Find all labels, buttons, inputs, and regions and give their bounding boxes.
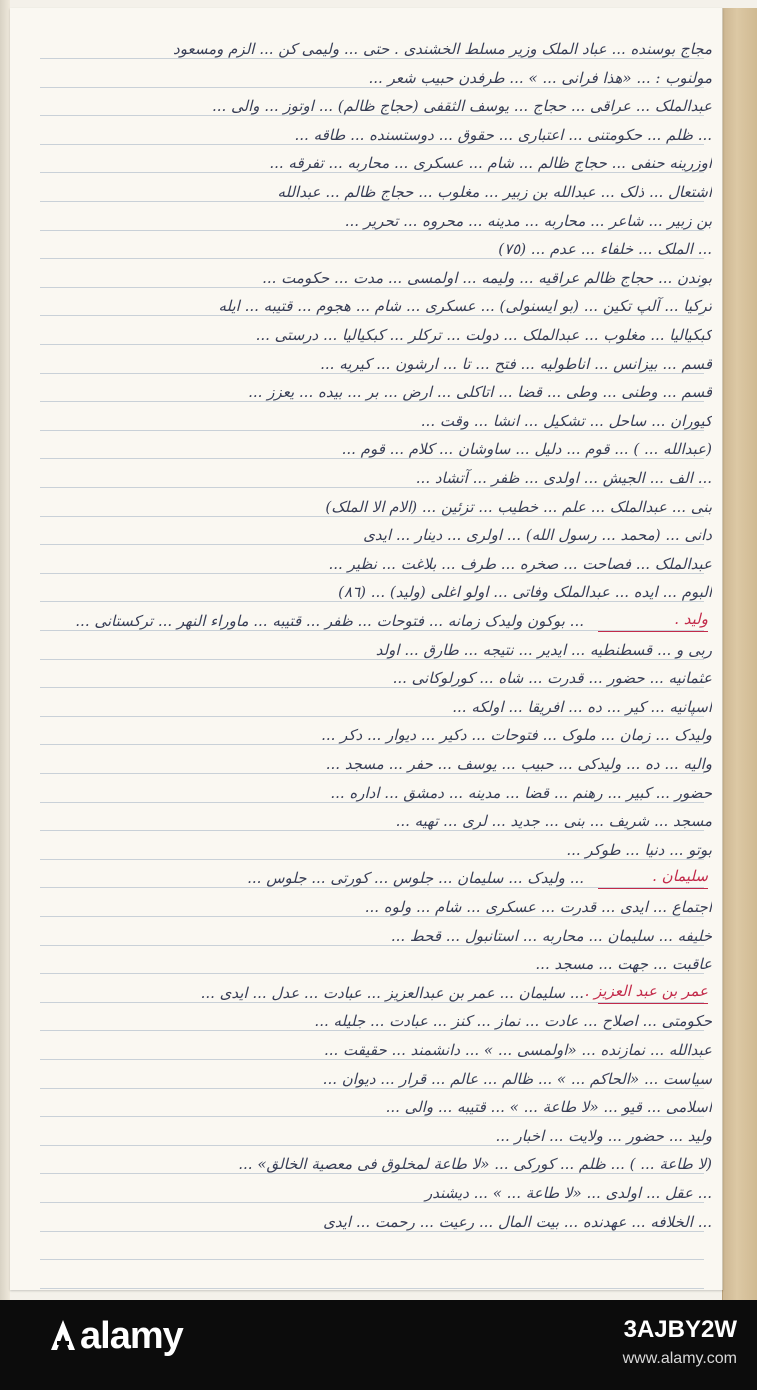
handwritten-line: (لا طاعة ... ) ... ظلم ... کورکی ... «لا طاعة لمخلوق فی معصیة الخالق» ... xyxy=(238,1155,712,1174)
red-heading-underline xyxy=(598,888,708,889)
handwritten-line: بنی ... عبدالملک ... علم ... خطیب ... تزئین ... (الام الا الملک) xyxy=(325,497,712,516)
site-url: www.alamy.com xyxy=(622,1350,737,1367)
handwritten-line: ترکیا ... آلپ تکین ... (بو ایسنولی) ... عسکری ... شام ... هجوم ... قتیبه ... ایله xyxy=(218,297,712,316)
handwritten-line: اسلامی ... قیو ... «لا طاعة ... » ... قتیبه ... والی ... xyxy=(385,1098,712,1117)
handwritten-line: اسپانیه ... کیر ... ده ... افریقا ... اولکه ... xyxy=(452,697,712,716)
handwritten-line: حضور ... کبیر ... رهنم ... قضا ... مدینه ... دمشق ... اداره ... xyxy=(330,783,712,802)
brand-logo xyxy=(48,1315,183,1358)
handwritten-line: مجاج بوسنده ... عباد الملک وزیر مسلط الخشندی . حتی ... ولیمی کن ... الزم ومسعود xyxy=(173,40,712,58)
handwritten-line: ولیدک ... زمان ... ملوک ... فتوحات ... دکیر ... دیوار ... دکر ... xyxy=(321,726,712,745)
notebook-cover-edge xyxy=(722,8,757,1300)
handwritten-line: مسجد ... شریف ... بنی ... جدید ... لری ... تهیه ... xyxy=(395,812,712,831)
handwritten-line: ... الف ... الجیش ... اولدی ... ظفر ... آتشاد ... xyxy=(415,469,712,487)
handwritten-line: قسم ... وطنی ... وطی ... قضا ... اتاکلی ... ارض ... بر ... بیده ... یعزز ... xyxy=(248,383,712,402)
binding-shadow xyxy=(0,0,10,1300)
handwritten-line: ولید ... حضور ... ولایت ... اخبار ... xyxy=(495,1126,712,1145)
handwritten-line: ربی و ... قسطنطیه ... ایدیر ... نتیجه ... طارق ... اولد xyxy=(375,640,712,659)
handwritten-line: کبکیالیا ... مغلوب ... عبدالملک ... دولت ... ترکلر ... کبکیالیا ... درستی ... xyxy=(255,326,712,344)
handwritten-line: ... الخلافه ... عهدنده ... بیت المال ... رعیت ... رحمت ... ایدی xyxy=(323,1212,712,1231)
handwritten-line: البوم ... ایده ... عبدالملک وفاتی ... اولو اغلی (ولید) ... (٨٦) xyxy=(338,583,712,602)
red-section-heading: سلیمان . xyxy=(652,867,708,886)
handwritten-line: بوتو ... دنیا ... طوکر ... xyxy=(566,840,712,859)
red-heading-underline xyxy=(598,1003,708,1004)
handwritten-line: (عبدالله ... ) ... قوم ... دلیل ... ساوشان ... کلام ... قوم ... xyxy=(341,440,712,459)
handwritten-line: اجتماع ... ایدی ... قدرت ... عسکری ... شام ... ولوه ... xyxy=(364,898,712,916)
handwritten-line: دانی ... (محمد ... رسول الله) ... اولری ... دینار ... ایدی xyxy=(363,526,712,545)
notebook-page xyxy=(10,8,723,1290)
brand-name: alamy xyxy=(80,1315,183,1357)
handwritten-line: عبدالملک ... فصاحت ... صخره ... طرف ... بلاغت ... نظیر ... xyxy=(328,554,712,573)
handwritten-line: عبدالملک ... عراقی ... حجاج ... یوسف الثقفی (حجاج ظالم) ... اوتوز ... والی ... xyxy=(211,97,712,116)
handwritten-line: حکومتی ... اصلاح ... عادت ... نماز ... کنز ... عبادت ... جلیله ... xyxy=(314,1012,712,1031)
handwritten-line: عبدالله ... نمازنده ... «اولمسی ... » ... دانشمند ... حقیقت ... xyxy=(323,1041,712,1059)
ruled-line xyxy=(40,1259,704,1260)
handwritten-line: اوزرینه حنفی ... حجاج ظالم ... شام ... عسکری ... محاربه ... تفرقه ... xyxy=(269,154,712,173)
handwritten-line: ... ولیدک ... سلیمان ... جلوس ... کورتی ... جلوس ... xyxy=(247,869,584,888)
handwritten-line: بن زبیر ... شاعر ... محاربه ... مدینه ... محروه ... تحریر ... xyxy=(344,211,712,230)
handwritten-line: ... ظلم ... حکومتنی ... اعتباری ... حقوق ... دوستسنده ... طاقه ... xyxy=(294,125,712,144)
handwritten-line: عاقبت ... جهت ... مسجد ... xyxy=(535,955,712,974)
handwritten-line: والیه ... ده ... ولیدکی ... حبیب ... یوسف ... حفر ... مسجد ... xyxy=(325,755,712,773)
handwritten-line: سیاست ... «الحاکم ... » ... ظالم ... عالم ... قرار ... دیوان ... xyxy=(322,1069,712,1088)
red-section-heading: ولید . xyxy=(674,610,708,628)
handwritten-line: ... عقل ... اولدی ... «لا طاعة ... » ... دیشندر xyxy=(425,1184,712,1202)
handwritten-line: کیوران ... ساحل ... تشکیل ... انشا ... وقت ... xyxy=(420,411,712,430)
handwritten-line: اشتعال ... ذلک ... عبدالله بن زبیر ... مغلوب ... حجاج ظالم ... عبدالله xyxy=(277,183,712,201)
handwritten-line: ... الملک ... خلفاء ... عدم ... (٧٥) xyxy=(498,240,712,259)
handwritten-line: بوندن ... حجاج ظالم عراقیه ... ولیمه ... اولمسی ... مدت ... حکومت ... xyxy=(262,268,712,287)
handwritten-line: مولنوب : ... «هذا فرانی ... » ... طرفدن حبیب شعر ... xyxy=(368,68,712,87)
handwritten-line: ... سلیمان ... عمر بن عبدالعزیز ... عبادت ... عدل ... ایدی ... xyxy=(200,983,584,1002)
handwritten-line: قسم ... بیزانس ... اناطولیه ... فتح ... تا ... ارشون ... کیریه ... xyxy=(320,354,712,373)
image-id: 3AJBY2W xyxy=(623,1316,737,1343)
handwritten-line: خلیفه ... سلیمان ... محاربه ... استانبول ... قحط ... xyxy=(390,926,712,945)
handwritten-line: عثمانیه ... حضور ... قدرت ... شاه ... کورلوکانی ... xyxy=(392,669,712,688)
red-heading-underline xyxy=(598,631,708,632)
ruled-line xyxy=(40,1288,704,1289)
red-section-heading: عمر بن عبد العزیز . xyxy=(584,981,708,1000)
handwritten-line: ... بوکون ولیدک زمانه ... فتوحات ... ظفر ... قتیبه ... ماوراء النهر ... ترکستانی ... xyxy=(75,612,584,630)
brand-mark-icon xyxy=(48,1316,78,1354)
